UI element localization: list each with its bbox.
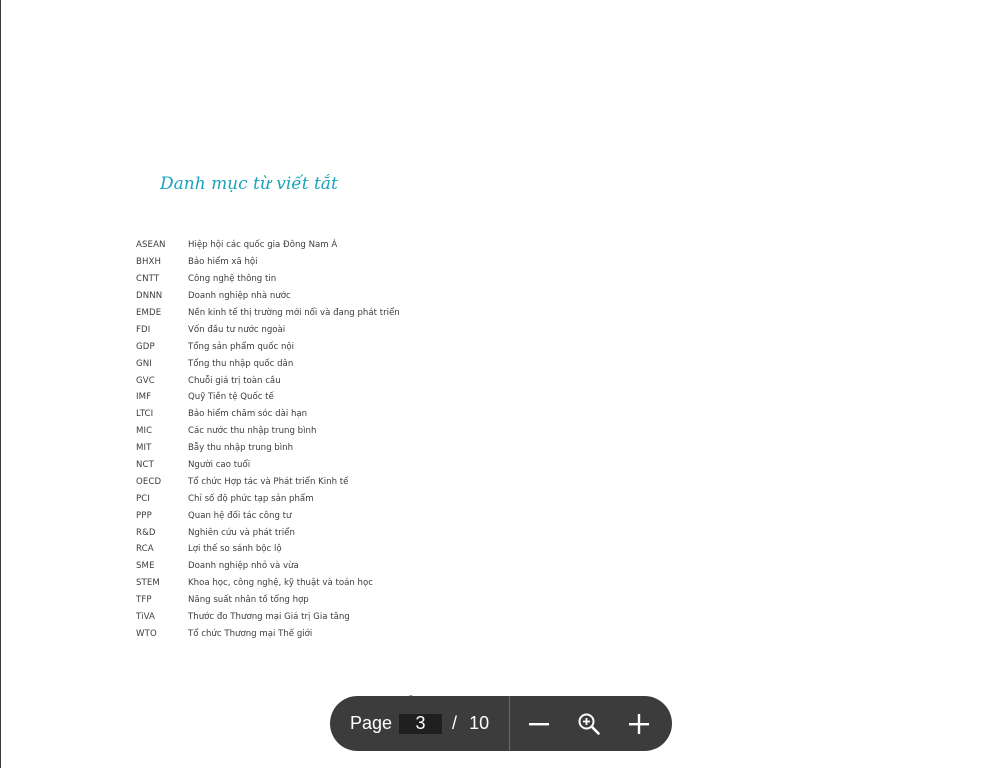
abbreviation-meaning: Khoa học, công nghệ, kỹ thuật và toán học [188,578,373,589]
abbreviation-meaning: Tổng sản phẩm quốc nội [188,341,295,352]
list-item [136,490,400,507]
abbreviation-meaning: Chuỗi giá trị toàn cầu [188,375,281,386]
abbreviation-meaning: Bảo hiểm chăm sóc dài hạn [188,409,308,420]
zoom-out-button[interactable] [522,707,556,741]
abbreviation-code: DNNN [136,291,163,302]
abbreviation-meaning: Tổng thu nhập quốc dân [188,358,294,369]
abbreviation-meaning: Lợi thế so sánh bộc lộ [188,544,282,555]
list-item [136,592,400,609]
list-item [136,237,400,254]
viewer-toolbar [330,696,672,751]
list-item [136,271,400,288]
abbreviation-code: SME [136,561,155,572]
abbreviation-code: MIT [136,443,152,454]
abbreviation-list [136,237,400,642]
abbreviation-code: OECD [136,476,162,487]
list-item [136,389,400,406]
abbreviation-code: GDP [136,341,155,352]
abbreviation-meaning: Doanh nghiệp nhỏ và vừa [188,561,299,572]
list-item [136,305,400,322]
list-item [136,457,400,474]
magnifier-plus-icon [577,712,601,736]
abbreviation-code: GVC [136,375,155,386]
list-item [136,440,400,457]
list-item [136,355,400,372]
list-item [136,473,400,490]
abbreviation-code: PCI [136,493,151,504]
abbreviation-code: FDI [136,324,151,335]
abbreviation-code: IMF [136,392,152,403]
abbreviation-code: NCT [136,460,154,471]
abbreviation-meaning: Thước đo Thương mại Giá trị Gia tăng [188,612,350,623]
zoom-fit-button[interactable] [572,707,606,741]
page-number-input[interactable] [399,714,442,734]
list-item [136,321,400,338]
abbreviation-meaning: Doanh nghiệp nhà nước [188,291,291,302]
abbreviation-meaning: Hiệp hội các quốc gia Đông Nam Á [188,240,338,251]
abbreviation-meaning: Tổ chức Thương mại Thế giới [188,628,313,639]
abbreviation-code: BHXH [136,257,162,268]
abbreviation-code: PPP [136,510,152,521]
abbreviation-code: R&D [136,527,156,538]
abbreviation-code: STEM [136,578,160,589]
abbreviation-meaning: Bảo hiểm xã hội [188,257,258,268]
abbreviation-code: LTCI [136,409,154,420]
list-item [136,254,400,271]
list-item [136,372,400,389]
page-label: Page [350,713,393,733]
abbreviation-meaning: Quỹ Tiền tệ Quốc tế [188,392,274,403]
list-item [136,609,400,626]
list-item [136,575,400,592]
page-navigation [330,696,509,751]
abbreviation-meaning: Chỉ số độ phức tạp sản phẩm [188,493,314,504]
page-separator: / [452,713,458,733]
abbreviation-code: TFP [136,595,152,606]
zoom-controls [510,696,672,751]
abbreviation-code: CNTT [136,274,160,285]
abbreviation-code: TiVA [136,612,155,623]
abbreviation-meaning: Nền kinh tế thị trường mới nổi và đang phát triển [188,308,400,318]
abbreviation-code: EMDE [136,308,162,318]
abbreviation-code: MIC [136,426,153,437]
plus-icon [628,713,650,735]
abbreviation-meaning: Công nghệ thông tin [188,274,277,285]
abbreviation-meaning: Năng suất nhân tố tổng hợp [188,595,309,606]
list-item [136,507,400,524]
abbreviation-meaning: Bẫy thu nhập trung bình [188,443,294,454]
list-item [136,558,400,575]
abbreviation-meaning: Vốn đầu tư nước ngoài [188,324,286,335]
list-item [136,625,400,642]
abbreviation-meaning: Quan hệ đối tác công tư [188,510,292,521]
list-item [136,288,400,305]
abbreviation-code: ASEAN [136,240,166,251]
list-item [136,338,400,355]
page-total: 10 [469,713,490,733]
abbreviation-meaning: Nghiên cứu và phát triển [188,527,295,538]
list-item [136,524,400,541]
list-item [136,423,400,440]
abbreviation-code: RCA [136,544,154,555]
page-title: Danh mục từ viết tắt [160,174,338,194]
abbreviation-meaning: Người cao tuổi [188,460,251,471]
abbreviation-code: WTO [136,628,157,639]
list-item [136,406,400,423]
abbreviation-meaning: Tổ chức Hợp tác và Phát triển Kinh tế [188,476,349,487]
zoom-in-button[interactable] [622,707,656,741]
list-item [136,541,400,558]
minus-icon [528,713,550,735]
abbreviation-code: GNI [136,358,152,369]
abbreviation-meaning: Các nước thu nhập trung bình [188,426,317,437]
